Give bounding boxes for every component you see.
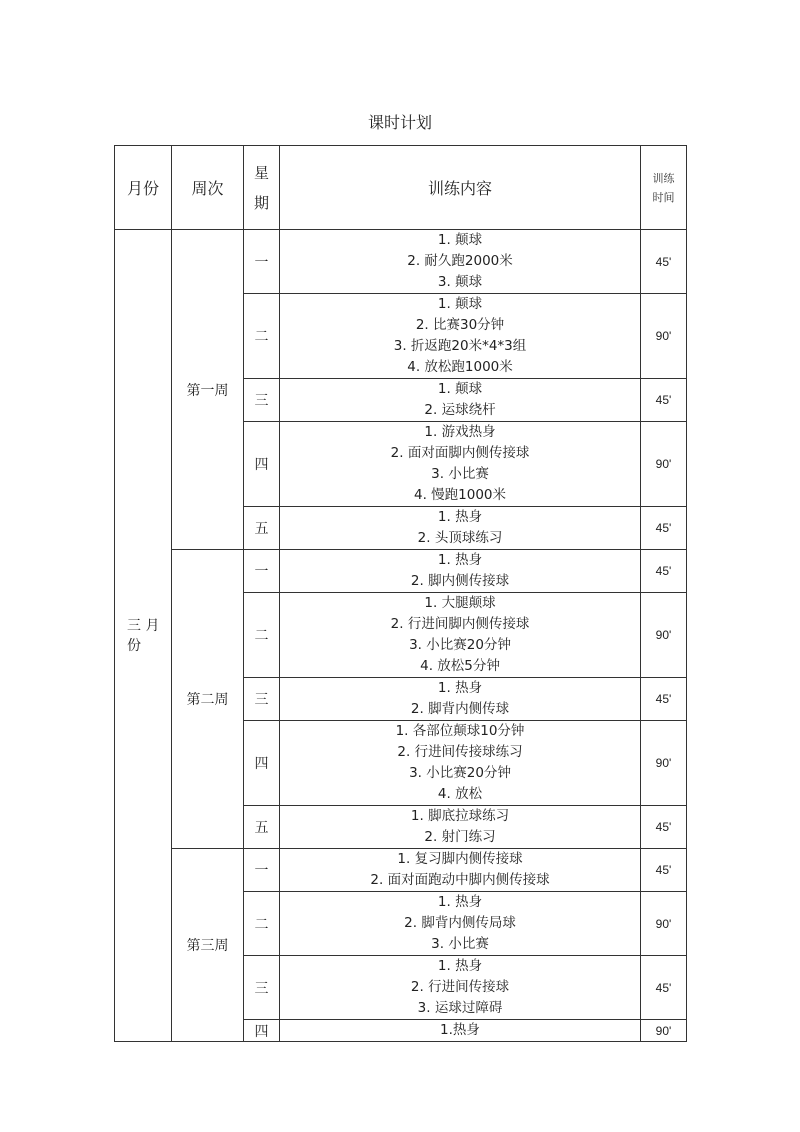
week-cell: 第一周 bbox=[172, 230, 244, 550]
header-week: 周次 bbox=[172, 146, 244, 230]
header-content: 训练内容 bbox=[280, 146, 641, 230]
training-content-cell bbox=[280, 849, 641, 892]
page-title: 课时计划 bbox=[367, 113, 432, 132]
training-item: 2. 行进间脚内侧传接球 bbox=[390, 616, 530, 632]
week-cell: 第三周 bbox=[172, 849, 244, 1042]
day-cell: 四 bbox=[244, 422, 280, 507]
training-item: 2. 射门练习 bbox=[424, 829, 496, 845]
training-item: 2. 脚背内侧传球 bbox=[410, 701, 510, 717]
training-item: 3. 颠球 bbox=[437, 274, 483, 290]
training-item: 2. 行进间传接球 bbox=[410, 979, 510, 995]
training-item: 4. 放松5分钟 bbox=[420, 658, 500, 674]
training-content-cell bbox=[280, 1020, 641, 1042]
training-item: 4. 慢跑1000米 bbox=[413, 487, 507, 503]
duration-cell: 90' bbox=[641, 294, 687, 379]
training-item: 1. 热身 bbox=[437, 552, 483, 568]
day-cell: 二 bbox=[244, 593, 280, 678]
training-item: 2. 行进间传接球练习 bbox=[397, 744, 523, 760]
training-item: 3. 小比赛20分钟 bbox=[409, 637, 511, 653]
training-item: 2. 耐久跑2000米 bbox=[407, 253, 513, 269]
training-item: 3. 小比赛20分钟 bbox=[409, 765, 511, 781]
training-item: 4. 放松跑1000米 bbox=[407, 359, 513, 375]
table-row bbox=[115, 849, 687, 892]
training-content-cell bbox=[280, 678, 641, 721]
duration-cell: 45' bbox=[641, 678, 687, 721]
training-item: 2. 头顶球练习 bbox=[417, 530, 503, 546]
training-item: 1. 热身 bbox=[437, 958, 483, 974]
duration-cell: 45' bbox=[641, 507, 687, 550]
training-item: 1.热身 bbox=[440, 1022, 480, 1038]
training-item: 2. 运球绕杆 bbox=[424, 402, 496, 418]
duration-cell: 45' bbox=[641, 230, 687, 294]
training-item: 4. 放松 bbox=[437, 786, 483, 802]
training-item: 3. 运球过障碍 bbox=[417, 1000, 503, 1016]
table-row bbox=[115, 550, 687, 593]
month-cell: 三 月份 bbox=[115, 230, 172, 1042]
day-cell: 三 bbox=[244, 379, 280, 422]
training-item: 3. 小比赛 bbox=[431, 936, 489, 952]
header-row bbox=[115, 146, 687, 230]
duration-cell: 90' bbox=[641, 422, 687, 507]
training-item: 1. 大腿颠球 bbox=[424, 595, 496, 611]
training-item: 1. 热身 bbox=[437, 894, 483, 910]
training-content-cell bbox=[280, 550, 641, 593]
training-item: 1. 脚底拉球练习 bbox=[410, 808, 510, 824]
day-cell: 四 bbox=[244, 721, 280, 806]
table-row bbox=[115, 230, 687, 294]
duration-cell: 90' bbox=[641, 892, 687, 956]
training-item: 1. 颠球 bbox=[437, 232, 483, 248]
training-item: 1. 游戏热身 bbox=[424, 424, 496, 440]
training-content-cell bbox=[280, 230, 641, 294]
training-content-cell bbox=[280, 422, 641, 507]
duration-cell: 45' bbox=[641, 849, 687, 892]
training-content-cell bbox=[280, 956, 641, 1020]
training-item: 1. 颠球 bbox=[437, 381, 483, 397]
day-cell: 五 bbox=[244, 507, 280, 550]
training-item: 2. 面对面跑动中脚内侧传接球 bbox=[370, 872, 550, 888]
training-content-cell bbox=[280, 593, 641, 678]
day-cell: 三 bbox=[244, 956, 280, 1020]
day-cell: 四 bbox=[244, 1020, 280, 1042]
training-item: 2. 脚背内侧传局球 bbox=[404, 915, 516, 931]
day-cell: 二 bbox=[244, 892, 280, 956]
duration-cell: 90' bbox=[641, 1020, 687, 1042]
day-cell: 五 bbox=[244, 806, 280, 849]
day-cell: 一 bbox=[244, 230, 280, 294]
training-content-cell bbox=[280, 721, 641, 806]
training-item: 1. 复习脚内侧传接球 bbox=[397, 851, 523, 867]
training-item: 2. 比赛30分钟 bbox=[415, 317, 505, 333]
week-cell: 第二周 bbox=[172, 550, 244, 849]
duration-cell: 90' bbox=[641, 721, 687, 806]
training-item: 2. 面对面脚内侧传接球 bbox=[390, 445, 530, 461]
day-cell: 二 bbox=[244, 294, 280, 379]
training-content-cell bbox=[280, 806, 641, 849]
duration-cell: 45' bbox=[641, 379, 687, 422]
duration-cell: 45' bbox=[641, 806, 687, 849]
training-item: 1. 热身 bbox=[437, 680, 483, 696]
training-item: 1. 热身 bbox=[437, 509, 483, 525]
training-item: 2. 脚内侧传接球 bbox=[410, 573, 510, 589]
training-content-cell bbox=[280, 892, 641, 956]
day-cell: 一 bbox=[244, 849, 280, 892]
training-item: 3. 折返跑20米*4*3组 bbox=[393, 338, 527, 354]
duration-cell: 45' bbox=[641, 550, 687, 593]
training-item: 1. 各部位颠球10分钟 bbox=[395, 723, 525, 739]
day-cell: 三 bbox=[244, 678, 280, 721]
training-content-cell bbox=[280, 507, 641, 550]
training-item: 3. 小比赛 bbox=[431, 466, 489, 482]
training-content-cell bbox=[280, 379, 641, 422]
training-item: 1. 颠球 bbox=[437, 296, 483, 312]
duration-cell: 45' bbox=[641, 956, 687, 1020]
header-day: 星 期 bbox=[244, 146, 280, 230]
lesson-plan-table bbox=[114, 145, 687, 1042]
header-month: 月份 bbox=[115, 146, 172, 230]
header-time: 训练 时间 bbox=[641, 146, 687, 230]
day-cell: 一 bbox=[244, 550, 280, 593]
duration-cell: 90' bbox=[641, 593, 687, 678]
training-content-cell bbox=[280, 294, 641, 379]
